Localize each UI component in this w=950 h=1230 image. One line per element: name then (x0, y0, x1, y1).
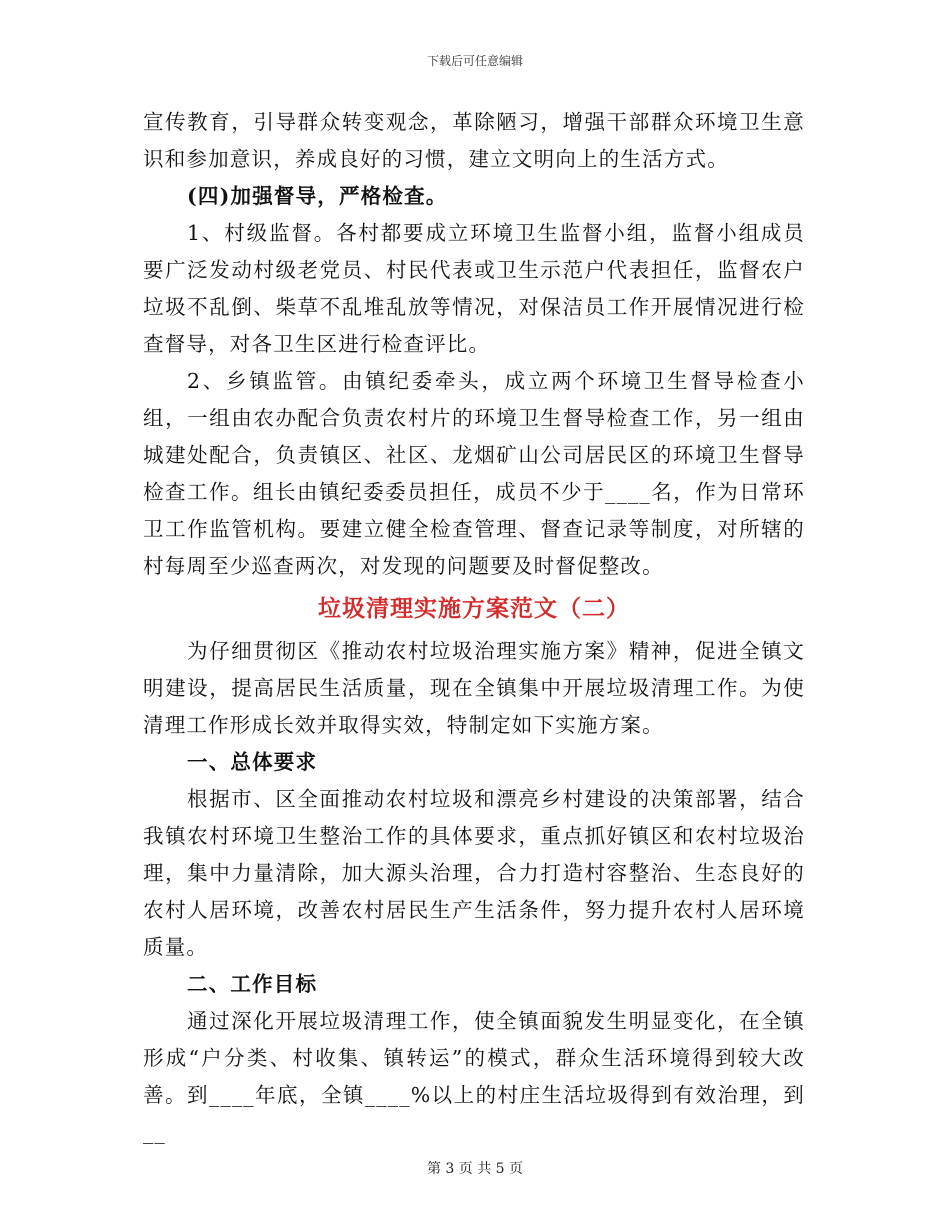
subsection-heading: (四)加强督导，严格检查。 (187, 184, 448, 208)
section-title: 垃圾清理实施方案范文（二） (318, 595, 630, 622)
paragraph: 通过深化开展垃圾清理工作，使全镇面貌发生明显变化，在全镇形成“户分类、村收集、镇转运”的模式，群众生活环境得到较大改善。到____年底，全镇____%以上的村庄生活垃圾得到有效治理，到__ (143, 1009, 805, 1144)
paragraph: 1、村级监督。各村都要成立环境卫生监督小组，监督小组成员要广泛发动村级老党员、村民代表或卫生示范户代表担任，监督农户垃圾不乱倒、柴草不乱堆乱放等情况，对保洁员工作开展情况进行检查督导，对各卫生区进行检查评比。 (143, 221, 805, 356)
subsection-heading: 一、总体要求 (187, 750, 318, 774)
paragraph: 根据市、区全面推动农村垃圾和漂亮乡村建设的决策部署，结合我镇农村环境卫生整治工作的具体要求，重点抓好镇区和农村垃圾治理，集中力量清除，加大源头治理，合力打造村容整治、生态良好的农村人居环境，改善农村居民生产生活条件，努力提升农村人居环境质量。 (143, 787, 805, 959)
page-number: 第 3 页 共 5 页 (426, 1161, 524, 1177)
paragraph: 宣传教育，引导群众转变观念，革除陋习，增强干部群众环境卫生意识和参加意识，养成良好的习惯，建立文明向上的生活方式。 (143, 110, 805, 171)
paragraph: 2、乡镇监管。由镇纪委牵头，成立两个环境卫生督导检查小组，一组由农办配合负责农村片的环境卫生督导检查工作，另一组由城建处配合，负责镇区、社区、龙烟矿山公司居民区的环境卫生督导检查工作。组长由镇纪委委员担任，成员不少于____名，作为日常环卫工作监管机构。要建立健全检查管理、督查记录等制度，对所辖的村每周至少巡查两次，对发现的问题要及时督促整改。 (143, 369, 805, 578)
document-body (143, 104, 805, 1151)
subsection-heading: 二、工作目标 (187, 972, 318, 996)
paragraph: 为仔细贯彻区《推动农村垃圾治理实施方案》精神，促进全镇文明建设，提高居民生活质量，现在全镇集中开展垃圾清理工作。为使清理工作形成长效并取得实效，特制定如下实施方案。 (143, 639, 805, 737)
page-header: 下载后可任意编辑 (426, 54, 523, 68)
